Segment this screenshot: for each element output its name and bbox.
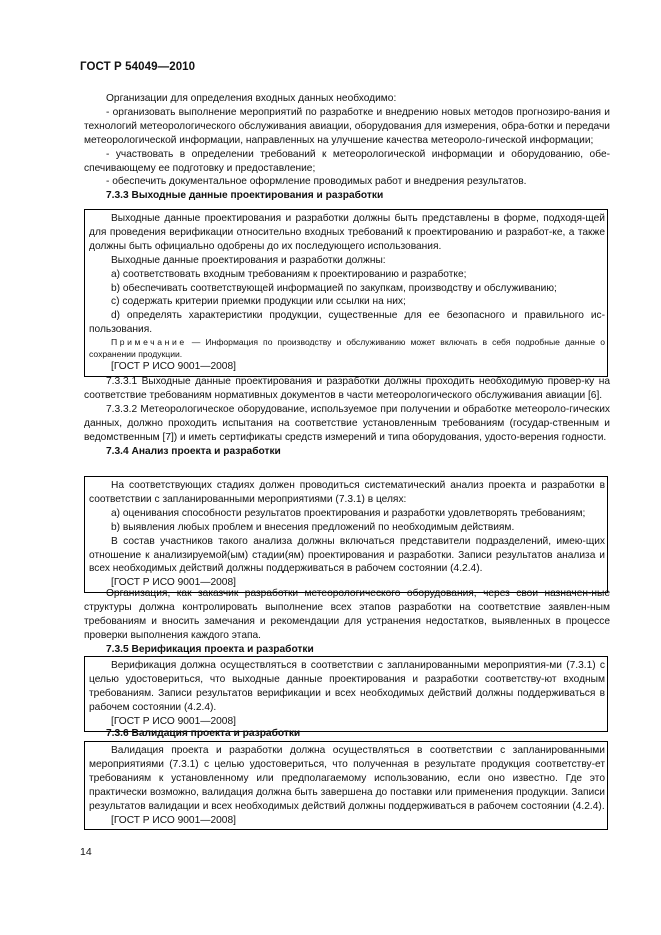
paragraph: 7.3.3.2 Метеорологическое оборудование, используемое при получении и обработке метеороло-гических данных, должно проходить испытания на соответствие установленным требованиям (государ-ственным и ведомственным [7]) и иметь сертификаты средств измерений и типа оборудования, удосто-верения годности. <box>84 403 610 443</box>
quote-box-validation <box>84 741 608 830</box>
list-item: а) соответствовать входным требованиям к проектированию и разработке; <box>111 268 467 280</box>
paragraph: Выходные данные проектирования и разработки должны быть представлены в форме, подходя-щей для проведения верификации относительно входных требований к проектированию и разработ-ке, а также должны быть официально одобрены до их последующего использования. <box>89 213 605 252</box>
reference: [ГОСТ Р ИСО 9001—2008] <box>111 715 236 727</box>
reference: [ГОСТ Р ИСО 9001—2008] <box>111 577 236 589</box>
section-7-3-3-text <box>84 375 610 458</box>
section-heading-7-3-3: 7.3.3 Выходные данные проектирования и разработки <box>106 190 384 202</box>
paragraph: 7.3.3.1 Выходные данные проектирования и разработки должны проходить необходимую провер-ку на соответствие требованиям нормативных документов в части метеорологического обслуживания авиации [6]. <box>84 376 610 401</box>
reference: [ГОСТ Р ИСО 9001—2008] <box>111 814 236 826</box>
intro-block <box>84 92 610 203</box>
organization-paragraph-block <box>84 587 610 657</box>
list-item: b) обеспечивать соответствующей информацией по закупкам, производству и обслуживанию; <box>111 282 557 294</box>
paragraph: В состав участников такого анализа должны включаться представители подразделений, имею-щих отношение к анализируемой(ым) стадии(ям) проектирования и разработки. Записи результатов анализа и всех необходимых действий должны поддерживаться в рабочем состоянии (4.2.4). <box>89 535 605 575</box>
validation-heading-block <box>84 727 610 741</box>
note <box>89 337 605 360</box>
section-heading-7-3-5: 7.3.5 Верификация проекта и разработки <box>106 643 314 655</box>
quote-box-design-review <box>84 476 608 593</box>
page-number: 14 <box>80 846 92 858</box>
paragraph: Выходные данные проектирования и разработки должны: <box>111 254 386 266</box>
quote-box-verification <box>84 656 608 732</box>
list-item: d) определять характеристики продукции, существенные для ее безопасного и правильного ис-пользования. <box>89 310 605 336</box>
paragraph: Организация, как заказчик разработки метеорологического оборудования, через свои назначен-ные структуры должна контролировать выполнение всех этапов разработки на соответствие заявлен-ным требованиям и вносить замечания и рекомендации для устранения недостатков, выявленных в процессе проверки выполнения каждого этапа. <box>84 588 610 641</box>
paragraph: Валидация проекта и разработки должна осуществляться в соответствии с запланированными мероприятиями (7.3.1) с целью удостовериться, что полученная в результате продукция соответству-ет требованиям к установленному или предполагаемому использованию, если оно известно. Где это практически возможно, валидация должна быть завершена до поставки или применения продукции. Записи результатов валидации и всех необходимых действий должны поддерживаться в рабочем состоянии (4.2.4). <box>89 745 605 812</box>
paragraph: Верификация должна осуществляться в соответствии с запланированными мероприятия-ми (7.3.1) с целью удостовериться, что выходные данные проектирования и разработки соответству-ют входным требованиям. Записи результатов верификации и всех необходимых действий должны поддерживаться в рабочем состоянии (4.2.4). <box>89 660 605 713</box>
list-item: c) содержать критерии приемки продукции или ссылки на них; <box>111 296 406 308</box>
list-item: - участвовать в определении требований к метеорологической информации и оборудованию, обе-спечивающему ее подготовку и предоставление; <box>84 148 610 174</box>
paragraph: Организации для определения входных данных необходимо: <box>106 93 397 104</box>
paragraph: На соответствующих стадиях должен проводиться систематический анализ проекта и разработки в соответствии с запланированными мероприятиями (7.3.1) в целях: <box>89 480 605 505</box>
document-header: ГОСТ Р 54049—2010 <box>80 61 196 73</box>
section-heading-7-3-6: 7.3.6 Валидация проекта и разработки <box>106 728 301 739</box>
note-text: — Информация по производству и обслуживанию может включать в себя подробные данные о сохранении продукции. <box>89 337 605 359</box>
list-item: а) оценивания способности результатов проектирования и разработки удовлетворять требованиям; <box>111 507 586 519</box>
list-item: - обеспечить документальное оформление проводимых работ и внедрения результатов. <box>106 176 527 188</box>
note-label: Примечание <box>111 337 187 348</box>
list-item: - организовать выполнение мероприятий по разработке и внедрению новых методов прогнозиро-вания и технологий метеорологического обслуживания авиации, оборудования для измерения, обра-ботки и передачи метеорологической информации, направленных на улучшение качества метеороло-гической информации; <box>84 106 610 146</box>
quote-box-output-data <box>84 209 608 377</box>
reference: [ГОСТ Р ИСО 9001—2008] <box>111 361 236 373</box>
list-item: b) выявления любых проблем и внесения предложений по необходимым действиям. <box>111 521 515 533</box>
section-heading-7-3-4: 7.3.4 Анализ проекта и разработки <box>106 445 281 457</box>
